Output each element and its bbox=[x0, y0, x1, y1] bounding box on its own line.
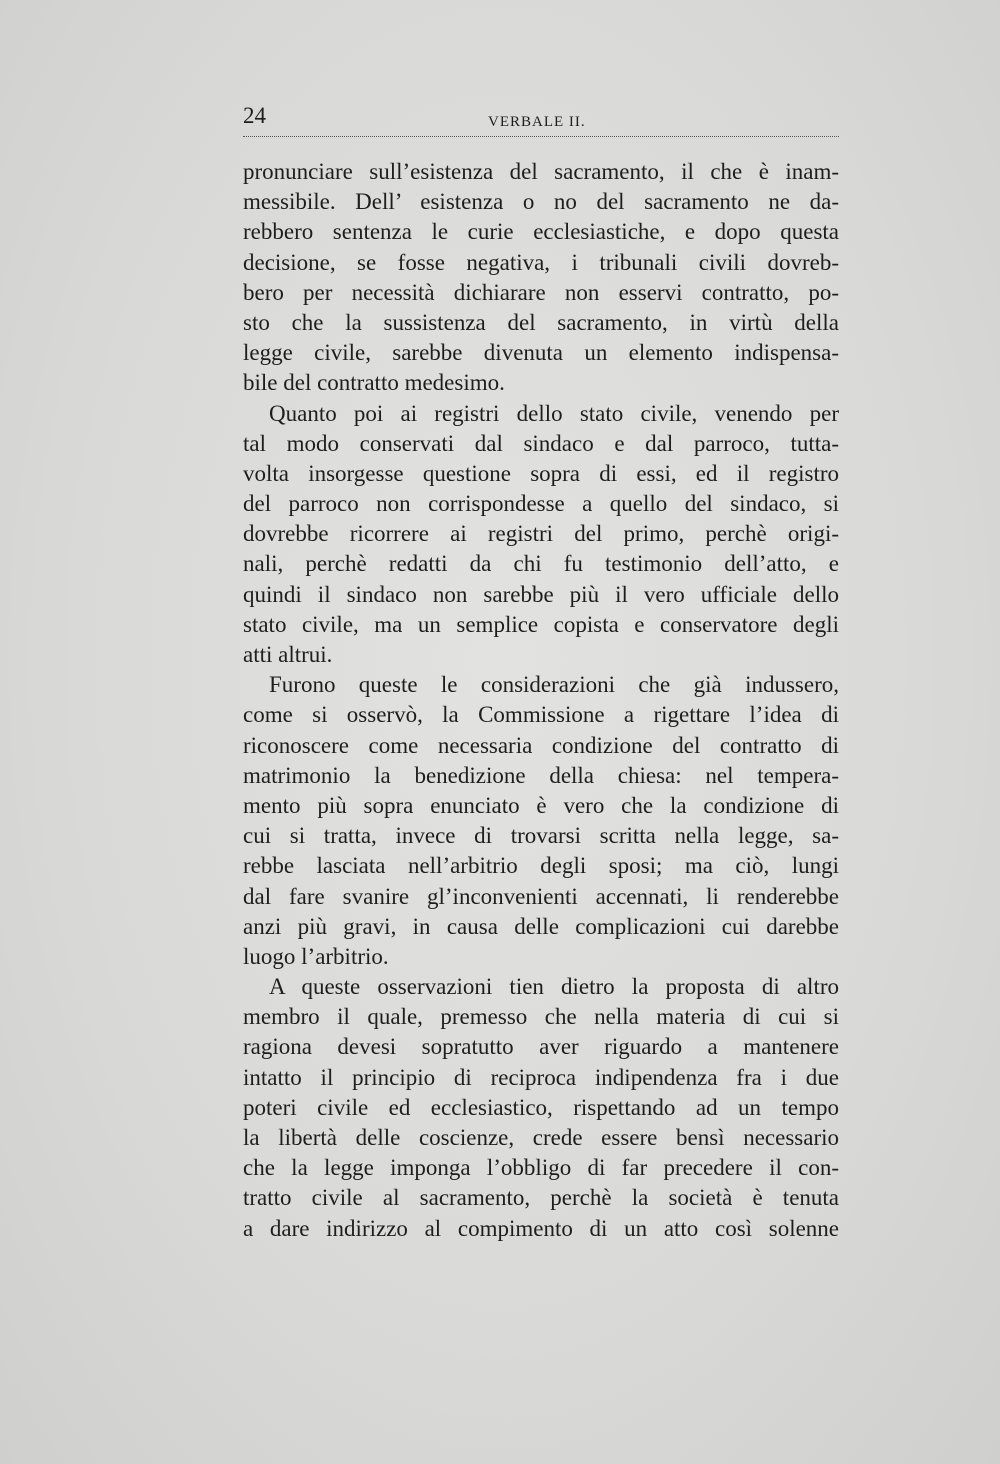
text-line: tal modo conservati dal sindaco e dal parroco, tutta- bbox=[243, 430, 839, 456]
text-line: poteri civile ed ecclesiastico, rispettando ad un tempo bbox=[243, 1094, 839, 1120]
text-line: a dare indirizzo al compimento di un atto così solenne bbox=[243, 1215, 839, 1241]
text-line: luogo l’arbitrio. bbox=[243, 943, 389, 969]
text-line: bile del contratto medesimo. bbox=[243, 370, 505, 396]
text-line: membro il quale, premesso che nella materia di cui si bbox=[243, 1004, 839, 1030]
text-line: tratto civile al sacramento, perchè la società è tenuta bbox=[243, 1185, 839, 1211]
page-number: 24 bbox=[243, 103, 266, 128]
text-line: matrimonio la benedizione della chiesa: nel tempera- bbox=[243, 762, 839, 788]
text-line: rebbero sentenza le curie ecclesiastiche, e dopo questa bbox=[243, 219, 839, 245]
text-line: la libertà delle coscienze, crede essere bensì necessario bbox=[243, 1125, 839, 1150]
text-line: decisione, se fosse negativa, i tribunali civili dovreb- bbox=[243, 249, 839, 275]
text-line: del parroco non corrispondesse a quello del sindaco, si bbox=[243, 491, 839, 517]
text-line: volta insorgesse questione sopra di essi, ed il registro bbox=[243, 460, 839, 486]
text-line: ragiona devesi sopratutto aver riguardo a mantenere bbox=[243, 1034, 839, 1060]
text-line: cui si tratta, invece di trovarsi scritta nella legge, sa- bbox=[243, 823, 839, 849]
page-header bbox=[243, 100, 839, 137]
text-line: bero per necessità dichiarare non esservi contratto, po- bbox=[243, 279, 839, 305]
text-line: come si osservò, la Commissione a rigettare l’idea di bbox=[243, 702, 839, 728]
text-line: anzi più gravi, in causa delle complicazioni cui darebbe bbox=[243, 913, 839, 939]
body-text bbox=[243, 157, 839, 1244]
text-line: dal fare svanire gl’inconvenienti accennati, li renderebbe bbox=[243, 883, 839, 909]
text-line: pronunciare sull’esistenza del sacramento, il che è inam- bbox=[243, 159, 839, 184]
text-line: atti altrui. bbox=[243, 642, 333, 667]
text-line: mento più sopra enunciato è vero che la condizione di bbox=[243, 792, 839, 818]
text-line: nali, perchè redatti da chi fu testimonio dell’atto, e bbox=[243, 551, 839, 577]
text-line: Furono queste le considerazioni che già indussero, bbox=[269, 672, 839, 698]
text-line: che la legge imponga l’obbligo di far precedere il con- bbox=[243, 1155, 839, 1181]
text-line: sto che la sussistenza del sacramento, in virtù della bbox=[243, 309, 839, 335]
text-line: Quanto poi ai registri dello stato civile, venendo per bbox=[269, 400, 839, 426]
running-head: VERBALE II. bbox=[488, 114, 586, 130]
text-line: rebbe lasciata nell’arbitrio degli sposi; ma ciò, lungi bbox=[243, 853, 839, 879]
text-line: riconoscere come necessaria condizione del contratto di bbox=[243, 732, 839, 758]
text-line: legge civile, sarebbe divenuta un elemento indispensa- bbox=[243, 340, 839, 366]
text-line: A queste osservazioni tien dietro la proposta di altro bbox=[269, 974, 839, 1000]
text-line: intatto il principio di reciproca indipendenza fra i due bbox=[243, 1064, 839, 1090]
text-line: stato civile, ma un semplice copista e conservatore degli bbox=[243, 611, 839, 637]
text-line: quindi il sindaco non sarebbe più il vero ufficiale dello bbox=[243, 581, 839, 607]
text-line: messibile. Dell’ esistenza o no del sacramento ne da- bbox=[243, 189, 839, 215]
text-line: dovrebbe ricorrere ai registri del primo, perchè origi- bbox=[243, 521, 839, 547]
